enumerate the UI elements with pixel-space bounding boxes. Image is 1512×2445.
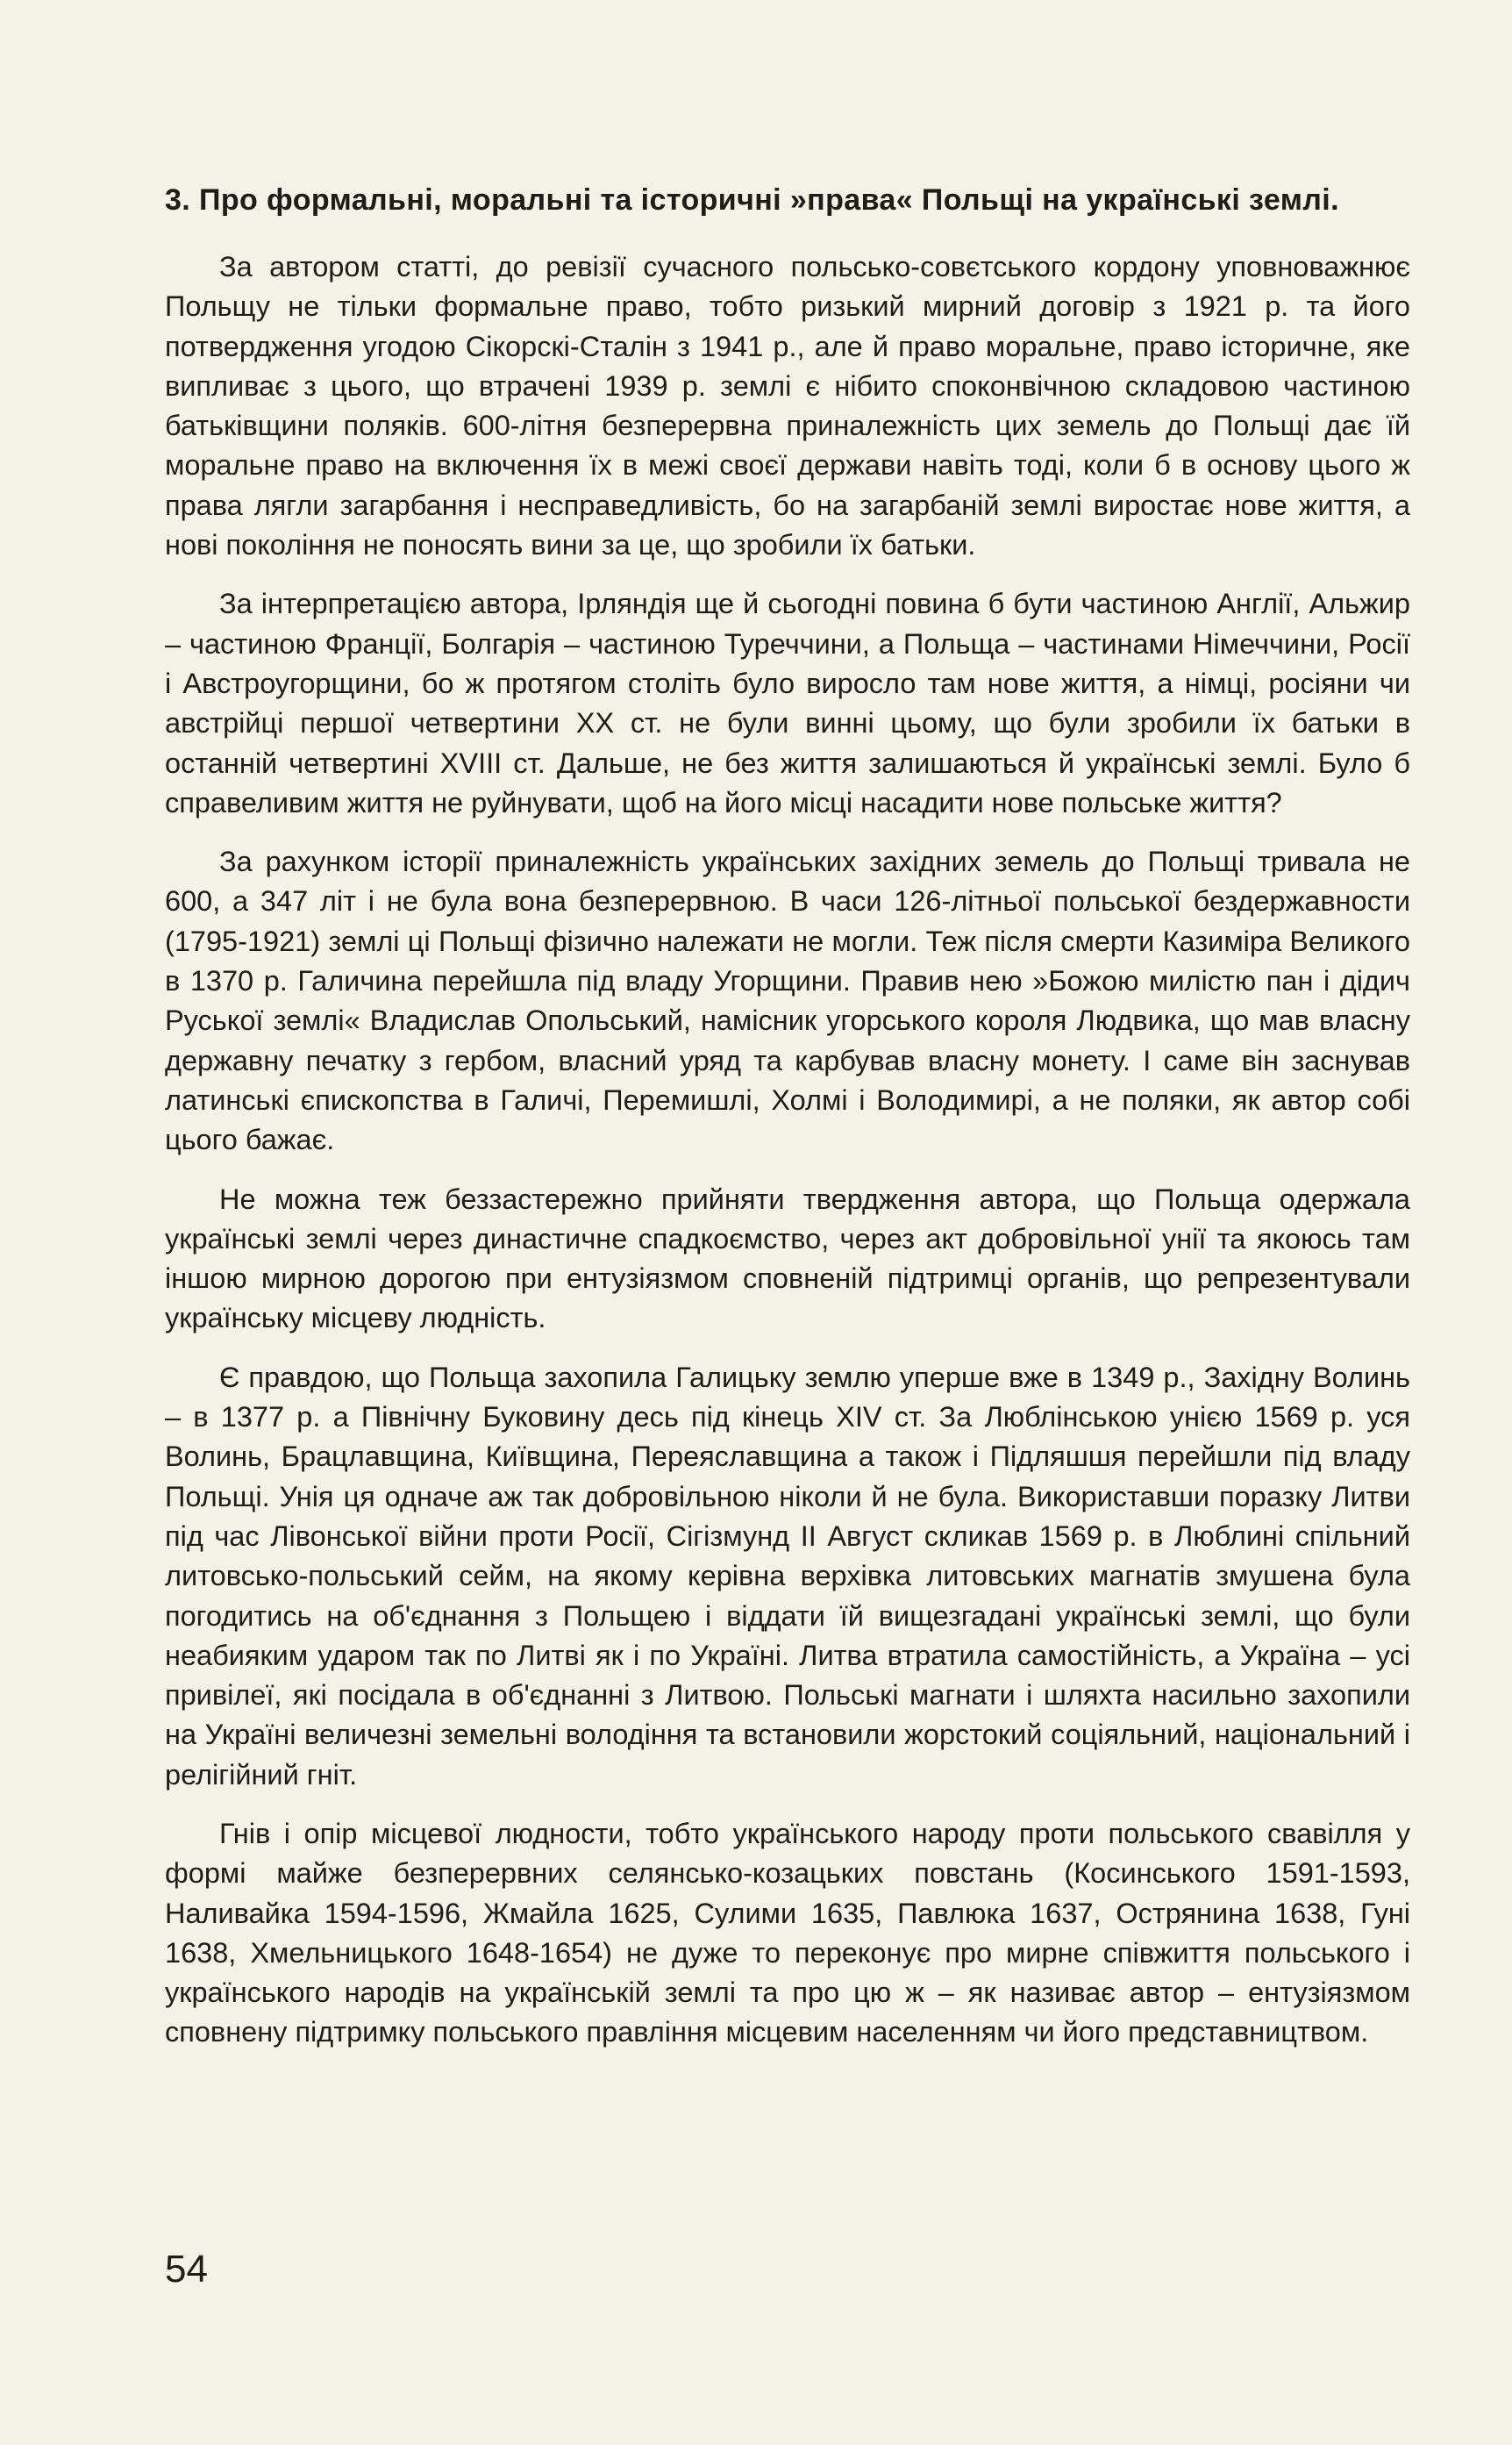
section-heading: 3. Про формальні, моральні та історичні »права« Польщі на українські землі. bbox=[165, 183, 1339, 217]
paragraph-2: За інтерпретацією автора, Ірляндія ще й сьогодні повина б бути частиною Англії, Альжир – частиною Франції, Болгарія – частиною Туреччини, а Польща – частинами Німеччини, Росії і Австроугорщини, бо ж протягом століть було виросло там нове життя, а німці, росіяни чи австрійці першої четвертини XX ст. не були винні цьому, що були зробили їх батьки в останній четвертині XVIII ст. Дальше, не без життя залишаються й українські землі. Було б справеливим життя не руйнувати, щоб на його місці насадити нове польське життя? bbox=[165, 588, 1410, 819]
page-number: 54 bbox=[165, 2248, 208, 2291]
paragraph-5: Є правдою, що Польща захопила Галицьку землю уперше вже в 1349 р., Західну Волинь – в 1377 р. а Північну Буковину десь під кінець XIV ст. За Люблінською унією 1569 р. уся Волинь, Брацлавщина, Київщина, Переяславщина а також і Підляшшя перейшли під владу Польщі. Унія ця одначе аж так добровільною ніколи й не була. Використавши поразку Литви під час Лівонської війни проти Росії, Сігізмунд II Август скликав 1569 р. в Люблині спільний литовсько-польський сейм, на якому керівна верхівка литовських магнатів змушена була погодитись на об'єднання з Польщею і віддати їй вищезгадані українські землі, що були неабияким ударом так по Литві як і по Україні. Литва втратила самостійність, а Україна – усі привілеї, які посідала в об'єднанні з Литвою. Польські магнати і шляхта насильно захопили на Україні величезні земельні володіння та встановили жорстокий соціяльний, національний і релігійний гніт. bbox=[165, 1361, 1410, 1791]
paragraph-3: За рахунком історії приналежність українських західних земель до Польщі тривала не 600, а 347 літ і не була вона безперервною. В часи 126-літньої польської бездержавности (1795-1921) землі ці Польщі фізично належати не могли. Теж після смерти Казиміра Великого в 1370 р. Галичина перейшла під владу Угорщини. Правив нею »Божою милістю пан і дідич Руської землі« Владислав Опольський, намісник угорського короля Людвика, що мав власну державну печатку з гербом, власний уряд та карбував власну монету. І саме він заснував латинські єпископства в Галичі, Перемишлі, Холмі і Володимирі, а не поляки, як автор собі цього бажає. bbox=[165, 846, 1410, 1156]
paragraph-6: Гнів і опір місцевої людности, тобто українського народу проти польського свавілля у формі майже безперервних селянсько-козацьких повстань (Косинського 1591-1593, Наливайка 1594-1596, Жмайла 1625, Сулими 1635, Павлюка 1637, Острянина 1638, Гуні 1638, Хмельницького 1648-1654) не дуже то переконує про мирне співжиття польського і українського народів на українській землі та про цю ж – як називає автор – ентузіязмом сповнену підтримку польського правління місцевим населенням чи його представництвом. bbox=[165, 1817, 1410, 2048]
paragraph-1: За автором статті, до ревізії сучасного польсько-совєтського кордону уповноважнює Польщу не тільки формальне право, тобто ризький мирний договір з 1921 р. та його потвердження угодою Сікорскі-Сталін з 1941 р., але й право моральне, право історичне, яке випливає з цього, що втрачені 1939 р. землі є нібито споконвічною складовою частиною батьківщини поляків. 600-літня безперервна приналежність цих земель до Польщі дає їй моральне право на включення їх в межі своєї держави навіть тоді, коли б в основу цього ж права лягли загарбання і несправедливість, бо на загарбаній землі виростає нове життя, а нові покоління не поносять вини за це, що зробили їх батьки. bbox=[165, 251, 1410, 561]
page-content bbox=[165, 180, 1410, 2072]
paragraph-4: Не можна теж беззастережно прийняти твердження автора, що Польща одержала українські землі через династичне спадкоємство, через акт добровільної унії та якоюсь там іншою мирною дорогою при ентузіязмом сповненій підтримці органів, що репрезентували українську місцеву людність. bbox=[165, 1183, 1410, 1334]
